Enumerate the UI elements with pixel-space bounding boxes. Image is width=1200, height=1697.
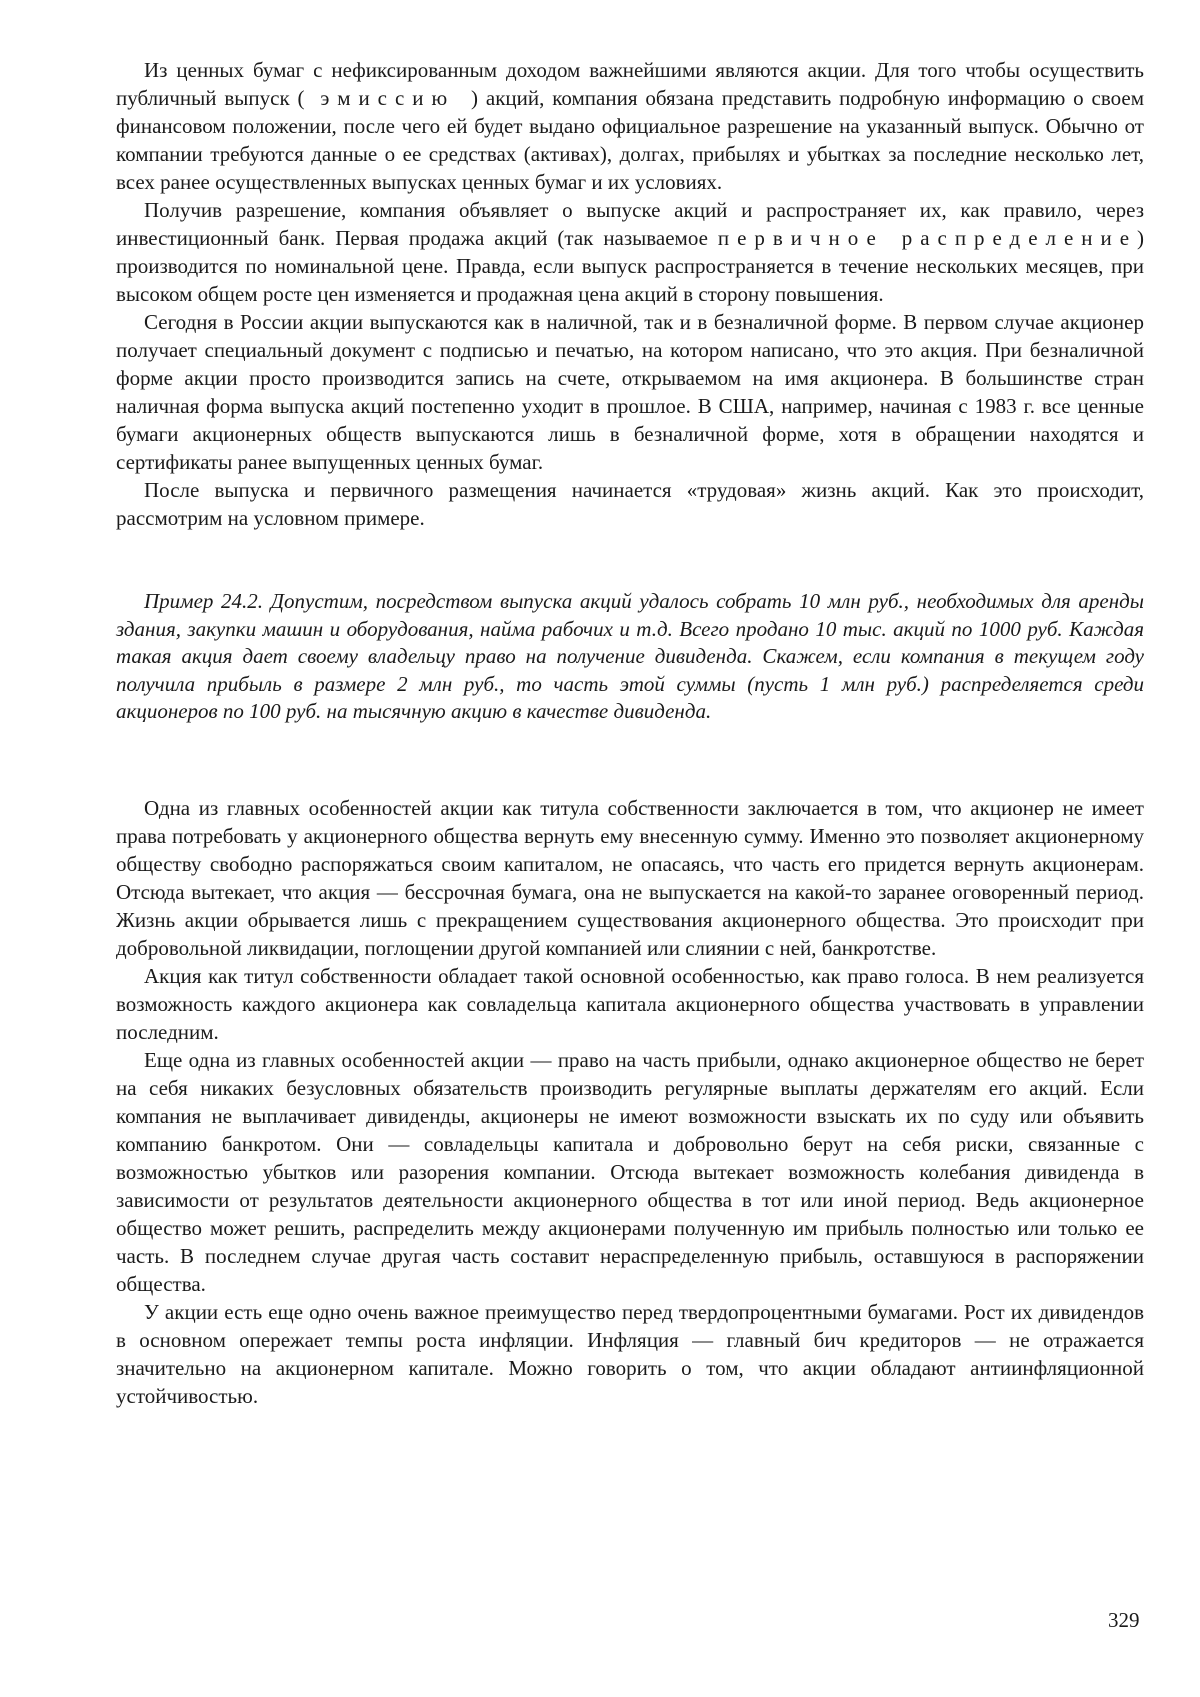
paragraph-russia-forms: Сегодня в России акции выпускаются как в наличной, так и в безналичной форме. В первом случае акционер получает специальный документ с подписью и печатью, на котором написано, что это акция. При безналичной форме акции просто производится запись на счете, открываемом на имя акционера. В большинстве стран наличная форма выпуска акций постепенно уходит в прошлое. В США, например, начиная с 1983 г. все ценные бумаги акционерных обществ выпускаются лишь в безналичной форме, хотя в обращении находятся и сертификаты ранее выпущенных ценных бумаг.: [116, 310, 1144, 474]
paragraph-distribution-text-a: Получив разрешение, компания объявляет о выпуске акций и распространяет их, как правило, через инвестиционный банк. Первая продажа акций (так называемое: [116, 198, 1144, 250]
document-page: [116, 56, 1144, 1410]
spacer: [116, 726, 1144, 794]
paragraph-issuance: [116, 56, 1144, 196]
term-primary-distribution: первичное распределение: [717, 226, 1137, 250]
example-24-2: Пример 24.2. Допустим, посредством выпуска акций удалось собрать 10 млн руб., необходимых для аренды здания, закупки машин и оборудования, найма рабочих и т.д. Всего продано 10 тыс. акций по 1000 руб. Каждая такая акция дает своему владельцу право на получение дивиденда. Скажем, если компания в текущем году получила прибыль в размере 2 млн руб., то часть этой суммы (пусть 1 млн руб.) распределяется среди акционеров по 100 руб. на тысячную акцию в качестве дивиденда.: [116, 589, 1144, 723]
paragraph-distribution: [116, 196, 1144, 308]
paragraph-title-of-ownership: Одна из главных особенностей акции как титула собственности заключается в том, что акционер не имеет права потребовать у акционерного общества вернуть ему внесенную сумму. Именно это позволяет акционерному обществу свободно распоряжаться своим капиталом, не опасаясь, что часть его придется вернуть акционерам. Отсюда вытекает, что акция — бессрочная бумага, она не выпускается на какой-то заранее оговоренный период. Жизнь акции обрывается лишь с прекращением существования акционерного общества. Это происходит при добровольной ликвидации, поглощении другой компанией или слиянии с ней, банкротстве.: [116, 795, 1144, 960]
page-number: 329: [1108, 1608, 1140, 1632]
term-emission: эмиссию: [304, 86, 472, 110]
paragraph-voting-right: Акция как титул собственности обладает такой основной особенностью, как право голоса. В нем реализуется возможность каждого акционера как совладельца капитала акционерного общества участвовать в управлении последним.: [116, 963, 1144, 1044]
paragraph-distribution-text-b: ) производится по номинальной цене. Правда, если выпуск распространяется в течение нескольких месяцев, при высоком общем росте цен изменяется и продажная цена акций в сторону повышения.: [116, 226, 1144, 306]
paragraph-after-issue: После выпуска и первичного размещения начинается «трудовая» жизнь акций. Как это происходит, рассмотрим на условном примере.: [116, 478, 1144, 530]
spacer: [116, 532, 1144, 588]
paragraph-issuance-text-a: Из ценных бумаг с нефиксированным доходом важнейшими являются акции. Для того чтобы осуществить публичный выпуск (: [116, 58, 1144, 110]
paragraph-issuance-text-b: ) акций, компания обязана представить подробную информацию о своем финансовом положении, после чего ей будет выдано официальное разрешение на указанный выпуск. Обычно от компании требуются данные о ее средствах (активах), долгах, прибылях и убытках за последние несколько лет, всех ранее осуществленных выпусках ценных бумаг и их условиях.: [116, 86, 1144, 194]
paragraph-inflation: У акции есть еще одно очень важное преимущество перед твердопроцентными бумагами. Рост их дивидендов в основном опережает темпы роста инфляции. Инфляция — главный бич кредиторов — не отражается значительно на акционерном капитале. Можно говорить о том, что акции обладают антиинфляционной устойчивостью.: [116, 1299, 1144, 1408]
paragraph-profit-share: Еще одна из главных особенностей акции — право на часть прибыли, однако акционерное общество не берет на себя никаких безусловных обязательств производить регулярные выплаты держателям его акций. Если компания не выплачивает дивиденды, акционеры не имеют возможности взыскать их по суду или объявить компанию банкротом. Они — совладельцы капитала и добровольно берут на себя риски, связанные с возможностью убытков или разорения компании. Отсюда вытекает возможность колебания дивиденда в зависимости от результатов деятельности акционерного общества в тот или иной период. Ведь акционерное общество может решить, распределить между акционерами полученную им прибыль полностью или только ее часть. В последнем случае другая часть составит нераспределенную прибыль, оставшуюся в распоряжении общества.: [116, 1047, 1144, 1296]
